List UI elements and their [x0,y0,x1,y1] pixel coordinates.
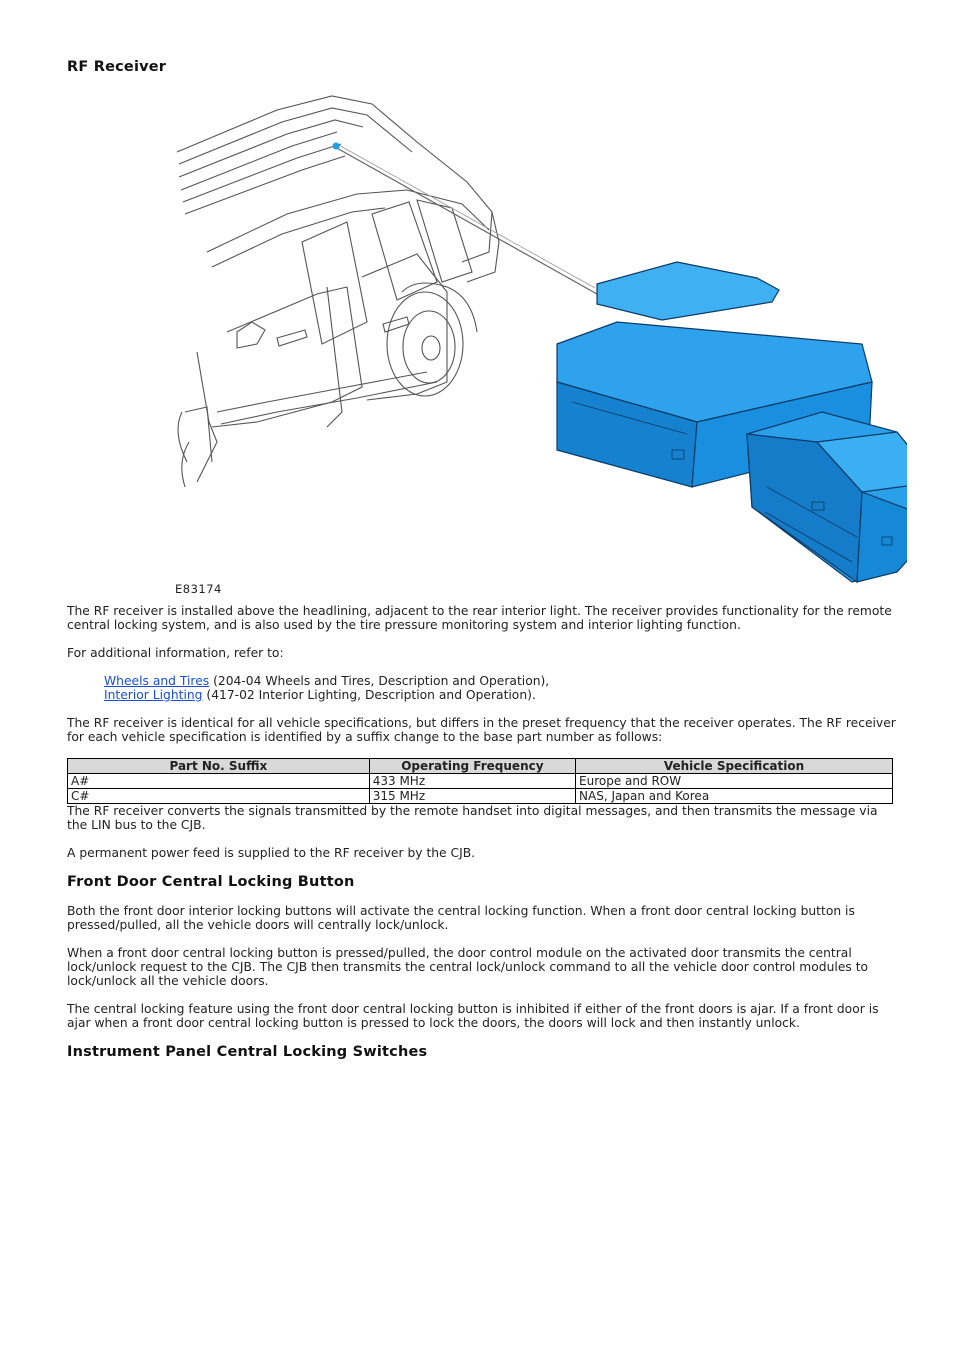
rf-receiver-illustration [117,82,907,602]
table-row [68,789,893,804]
reference-2 [67,688,897,702]
rf-para-3: The RF receiver is identical for all vehicle specifications, but differs in the preset frequency that the receiver operates. The RF receiver for each vehicle specification is identified by a suffix change to the base part number as follows: [67,716,896,744]
table-cell: C# [68,789,370,804]
section-heading-rf-receiver: RF Receiver [67,59,167,75]
table-header-specification: Vehicle Specification [576,759,893,774]
vehicle-and-receiver-drawing [117,82,907,602]
table-cell: Europe and ROW [576,774,893,789]
body-text [67,604,897,1074]
reference-2-text: (417-02 Interior Lighting, Description and Operation). [202,688,536,702]
rf-para-4: The RF receiver converts the signals transmitted by the remote handset into digital messages, and then transmits the message via the LIN bus to the CJB. [67,804,878,832]
table-cell: A# [68,774,370,789]
reference-1-text: (204-04 Wheels and Tires, Description and Operation), [209,674,550,688]
wheels-and-tires-link[interactable]: Wheels and Tires [104,674,210,688]
table-header-row [68,759,893,774]
table-header-frequency: Operating Frequency [369,759,575,774]
table-cell: 315 MHz [369,789,575,804]
section-heading-instrument-panel: Instrument Panel Central Locking Switches [67,1044,428,1060]
interior-lighting-link[interactable]: Interior Lighting [104,688,203,702]
front-door-para-2: When a front door central locking button is pressed/pulled, the door control module on the activated door transmits the central lock/unlock request to the CJB. The CJB then transmits the central lock/unlock command to all the vehicle door control modules to lock/unlock all the vehicle doors. [67,946,869,988]
rf-para-5: A permanent power feed is supplied to the RF receiver by the CJB. [67,846,476,860]
table-cell: NAS, Japan and Korea [576,789,893,804]
front-door-para-1: Both the front door interior locking buttons will activate the central locking function. When a front door central locking button is pressed/pulled, all the vehicle doors will centrally lock/unlock. [67,904,855,932]
rf-para-1: The RF receiver is installed above the headlining, adjacent to the rear interior light. The receiver provides functionality for the remote central locking system, and is also used by the tire pressure monitoring system and interior lighting function. [67,604,892,632]
table-cell: 433 MHz [369,774,575,789]
reference-1 [67,674,897,688]
section-heading-front-door: Front Door Central Locking Button [67,874,355,890]
table-row [68,774,893,789]
rf-para-2: For additional information, refer to: [67,646,284,660]
part-suffix-table [67,758,893,804]
front-door-para-3: The central locking feature using the front door central locking button is inhibited if either of the front doors is ajar. If a front door is ajar when a front door central locking button is pressed to lock the doors, the doors will lock and then instantly unlock. [67,1002,879,1030]
figure-id: E83174 [175,582,222,596]
table-header-suffix: Part No. Suffix [68,759,370,774]
